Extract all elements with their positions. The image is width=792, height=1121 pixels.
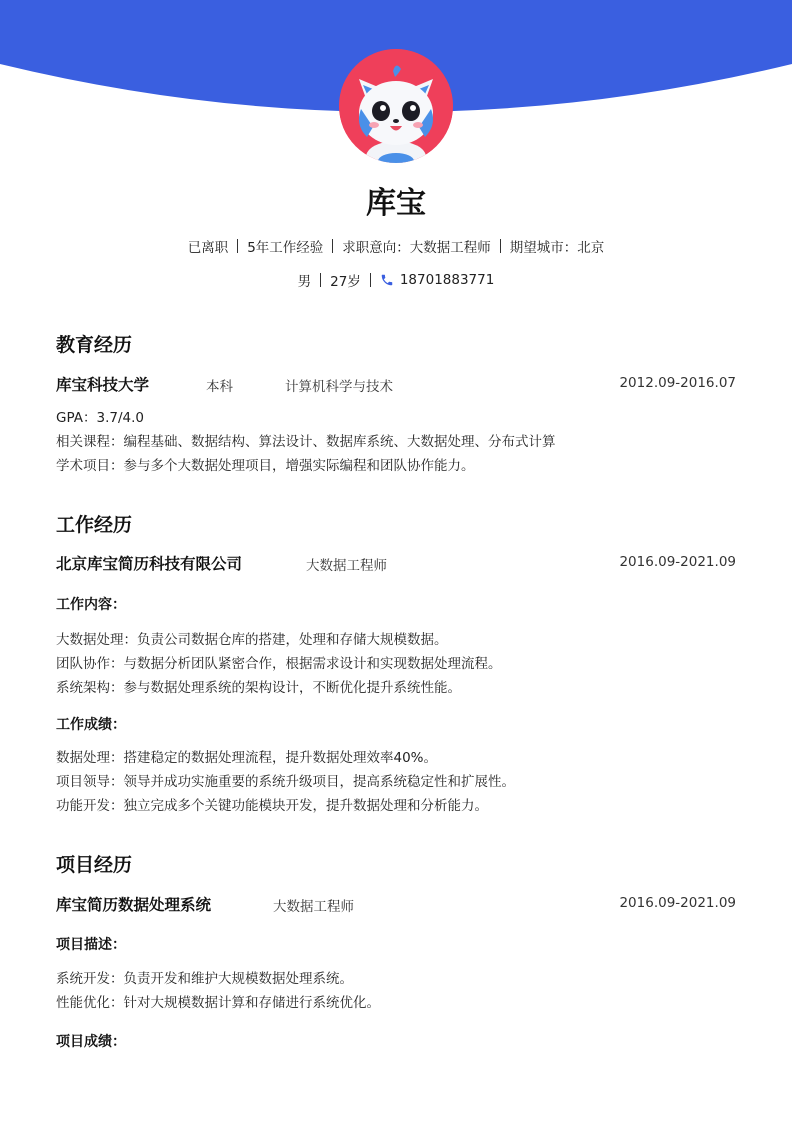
- list-item: 性能优化：针对大规模数据计算和存储进行系统优化。: [56, 995, 380, 1011]
- education-details: [56, 406, 736, 478]
- project-role: 大数据工程师: [273, 899, 354, 915]
- list-item: 系统开发：负责开发和维护大规模数据处理系统。: [56, 971, 353, 987]
- education-gpa: GPA：3.7/4.0: [56, 410, 144, 426]
- education-projects: 学术项目：参与多个大数据处理项目，增强实际编程和团队协作能力。: [56, 458, 475, 474]
- company-name: 北京库宝简历科技有限公司: [56, 555, 243, 573]
- info-line-secondary: [0, 270, 792, 290]
- project-desc-title: 项目描述：: [56, 937, 126, 953]
- degree: 本科: [206, 379, 233, 395]
- work-role: 大数据工程师: [306, 558, 387, 574]
- gender: 男: [297, 274, 312, 290]
- work-achievement-list: [56, 746, 736, 818]
- divider: [332, 239, 333, 253]
- work-achievement-title: 工作成绩：: [56, 717, 126, 733]
- candidate-name: 库宝: [366, 186, 426, 221]
- work-date: 2016.09-2021.09: [619, 554, 736, 570]
- education-date: 2012.09-2016.07: [619, 375, 736, 391]
- phone-icon: [380, 273, 394, 287]
- divider: [237, 239, 238, 253]
- work-section-title: 工作经历: [56, 514, 133, 536]
- divider: [500, 239, 501, 253]
- project-desc-list: [56, 967, 736, 1015]
- phone-number[interactable]: 18701883771: [399, 272, 495, 288]
- major: 计算机科学与技术: [285, 379, 393, 395]
- list-item: 系统架构：参与数据处理系统的架构设计，不断优化提升系统性能。: [56, 680, 461, 696]
- list-item: 团队协作：与数据分析团队紧密合作，根据需求设计和实现数据处理流程。: [56, 656, 502, 672]
- cartoon-cat-avatar-icon: [339, 49, 453, 163]
- employment-status: 已离职: [187, 240, 229, 256]
- work-entry-header: [56, 552, 736, 574]
- project-result-title: 项目成绩：: [56, 1034, 126, 1050]
- work-content-title: 工作内容：: [56, 597, 126, 613]
- list-item: 项目领导：领导并成功实施重要的系统升级项目，提高系统稳定性和扩展性。: [56, 774, 515, 790]
- education-courses: 相关课程：编程基础、数据结构、算法设计、数据库系统、大数据处理、分布式计算: [56, 434, 556, 450]
- project-date: 2016.09-2021.09: [619, 895, 736, 911]
- list-item: 功能开发：独立完成多个关键功能模块开发，提升数据处理和分析能力。: [56, 798, 488, 814]
- age: 27岁: [330, 274, 361, 290]
- project-name: 库宝简历数据处理系统: [56, 896, 212, 914]
- job-intent: 求职意向：大数据工程师: [342, 240, 491, 256]
- list-item: 大数据处理：负责公司数据仓库的搭建，处理和存储大规模数据。: [56, 632, 448, 648]
- expected-city: 期望城市：北京: [509, 240, 605, 256]
- education-entry-header: [56, 373, 736, 395]
- work-content-list: [56, 628, 736, 700]
- experience-years: 5年工作经验: [247, 240, 324, 256]
- divider: [370, 273, 371, 287]
- divider: [320, 273, 321, 287]
- school-name: 库宝科技大学: [56, 376, 150, 394]
- list-item: 数据处理：搭建稳定的数据处理流程，提升数据处理效率40%。: [56, 750, 438, 766]
- avatar: [339, 49, 453, 163]
- project-section-title: 项目经历: [56, 854, 133, 876]
- info-line-primary: [0, 236, 792, 256]
- education-section-title: 教育经历: [56, 334, 133, 356]
- project-entry-header: [56, 893, 736, 915]
